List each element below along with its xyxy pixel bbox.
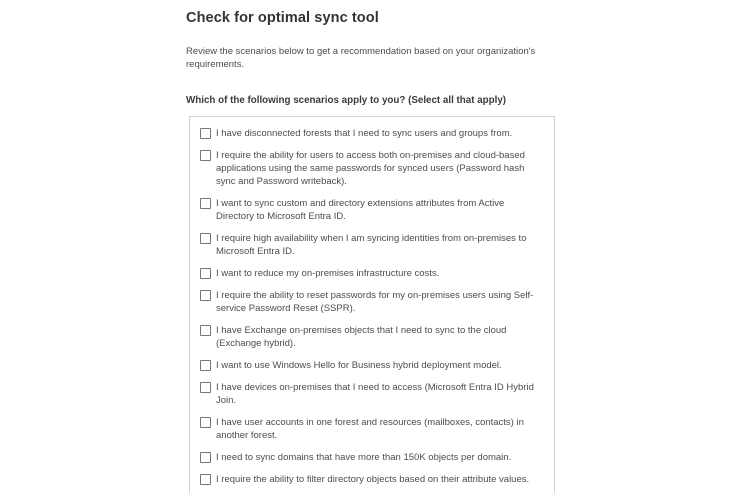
option-label: I have Exchange on-premises objects that I need to sync to the cloud (Exchange hybrid). [216,325,507,349]
checkbox-icon[interactable] [200,325,211,336]
scenario-option[interactable] [200,473,542,486]
page-title: Check for optimal sync tool [186,10,379,26]
scenario-option[interactable] [200,197,542,223]
option-label: I have devices on-premises that I need to access (Microsoft Entra ID Hybrid Join. [216,382,534,406]
checkbox-icon[interactable] [200,268,211,279]
checkbox-icon[interactable] [200,382,211,393]
question-heading: Which of the following scenarios apply to you? (Select all that apply) [186,95,507,106]
checkbox-icon[interactable] [200,198,211,209]
option-label: I require the ability to reset passwords for my on-premises users using Self-service Password Reset (SSPR). [216,290,534,314]
checkbox-icon[interactable] [200,150,211,161]
option-label: I require the ability for users to access both on-premises and cloud-based applications using the same passwords for synced users (Password hash sync and Password writeback). [216,150,525,187]
intro-text: Review the scenarios below to get a recommendation based on your organization's requirements. [186,46,536,70]
checkbox-icon[interactable] [200,452,211,463]
scenario-option[interactable] [200,416,542,442]
option-label: I want to use Windows Hello for Business hybrid deployment model. [216,360,502,371]
checkbox-icon[interactable] [200,360,211,371]
scenario-option[interactable] [200,149,542,188]
scenario-option[interactable] [200,451,542,464]
main-content [186,0,558,493]
checkbox-icon[interactable] [200,233,211,244]
checkbox-icon[interactable] [200,417,211,428]
scenario-option[interactable] [200,289,542,315]
scenario-option[interactable] [200,359,542,372]
scenario-option[interactable] [200,127,542,140]
option-label: I require the ability to filter directory objects based on their attribute values. [216,474,530,485]
checkbox-icon[interactable] [200,128,211,139]
option-label: I want to sync custom and directory extensions attributes from Active Directory to Microsoft Entra ID. [216,198,505,222]
option-label: I need to sync domains that have more than 150K objects per domain. [216,452,512,463]
scenario-option[interactable] [200,267,542,280]
scenario-options-box [189,116,555,493]
option-label: I have user accounts in one forest and resources (mailboxes, contacts) in another forest. [216,417,524,441]
scenario-option[interactable] [200,381,542,407]
checkbox-icon[interactable] [200,290,211,301]
option-label: I require high availability when I am syncing identities from on-premises to Microsoft Entra ID. [216,233,527,257]
checkbox-icon[interactable] [200,474,211,485]
option-label: I want to reduce my on-premises infrastructure costs. [216,268,440,279]
option-label: I have disconnected forests that I need to sync users and groups from. [216,128,513,139]
scenario-option[interactable] [200,232,542,258]
scenario-option[interactable] [200,324,542,350]
